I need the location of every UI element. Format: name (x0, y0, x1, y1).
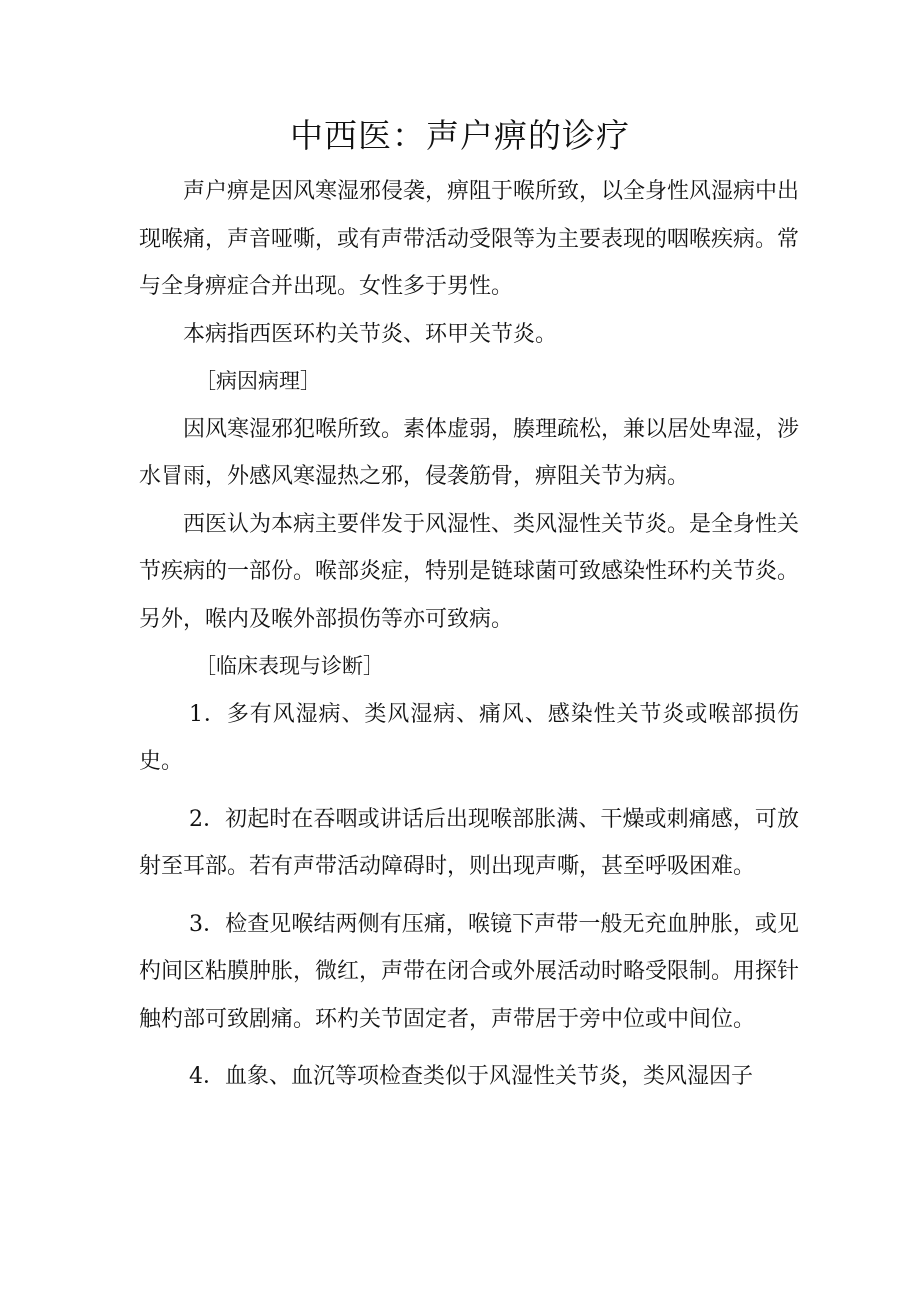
etiology-paragraph: 西医认为本病主要伴发于风湿性、类风湿性关节炎。是全身性关节疾病的一部份。喉部炎症，特别是链球菌可致感染性环杓关节炎。另外，喉内及喉外部损伤等亦可致病。 (139, 511, 800, 632)
clinical-list-item: 1．多有风湿病、类风湿病、痛风、感染性关节炎或喉部损伤史。 (139, 701, 799, 774)
document-body (139, 168, 799, 1101)
etiology-paragraph: 因风寒湿邪犯喉所致。素体虚弱，腠理疏松，兼以居处卑湿，涉水冒雨，外感风寒湿热之邪，侵袭筋骨，痹阻关节为病。 (139, 416, 800, 489)
clinical-list-item: 4．血象、血沉等项检查类似于风湿性关节炎，类风湿因子 (189, 1064, 753, 1089)
page-title: 中西医：声户痹的诊疗 (290, 116, 630, 155)
section-heading-clinical: ［临床表现与诊断］ (195, 654, 384, 678)
section-heading-etiology: ［病因病理］ (195, 369, 321, 393)
clinical-list-item: 2．初起时在吞咽或讲话后出现喉部胀满、干燥或刺痛感，可放射至耳部。若有声带活动障碍时，则出现声嘶，甚至呼吸困难。 (139, 806, 799, 879)
intro-paragraph: 本病指西医环杓关节炎、环甲关节炎。 (183, 321, 558, 347)
clinical-list-item: 3．检查见喉结两侧有压痛，喉镜下声带一般无充血肿胀，或见杓间区粘膜肿胀，微红，声带在闭合或外展活动时略受限制。用探针触杓部可致剧痛。环杓关节固定者，声带居于旁中位或中间位。 (139, 911, 800, 1032)
intro-paragraph: 声户痹是因风寒湿邪侵袭，痹阻于喉所致，以全身性风湿病中出现喉痛，声音哑嘶，或有声带活动受限等为主要表现的咽喉疾病。常与全身痹症合并出现。女性多于男性。 (139, 179, 800, 299)
